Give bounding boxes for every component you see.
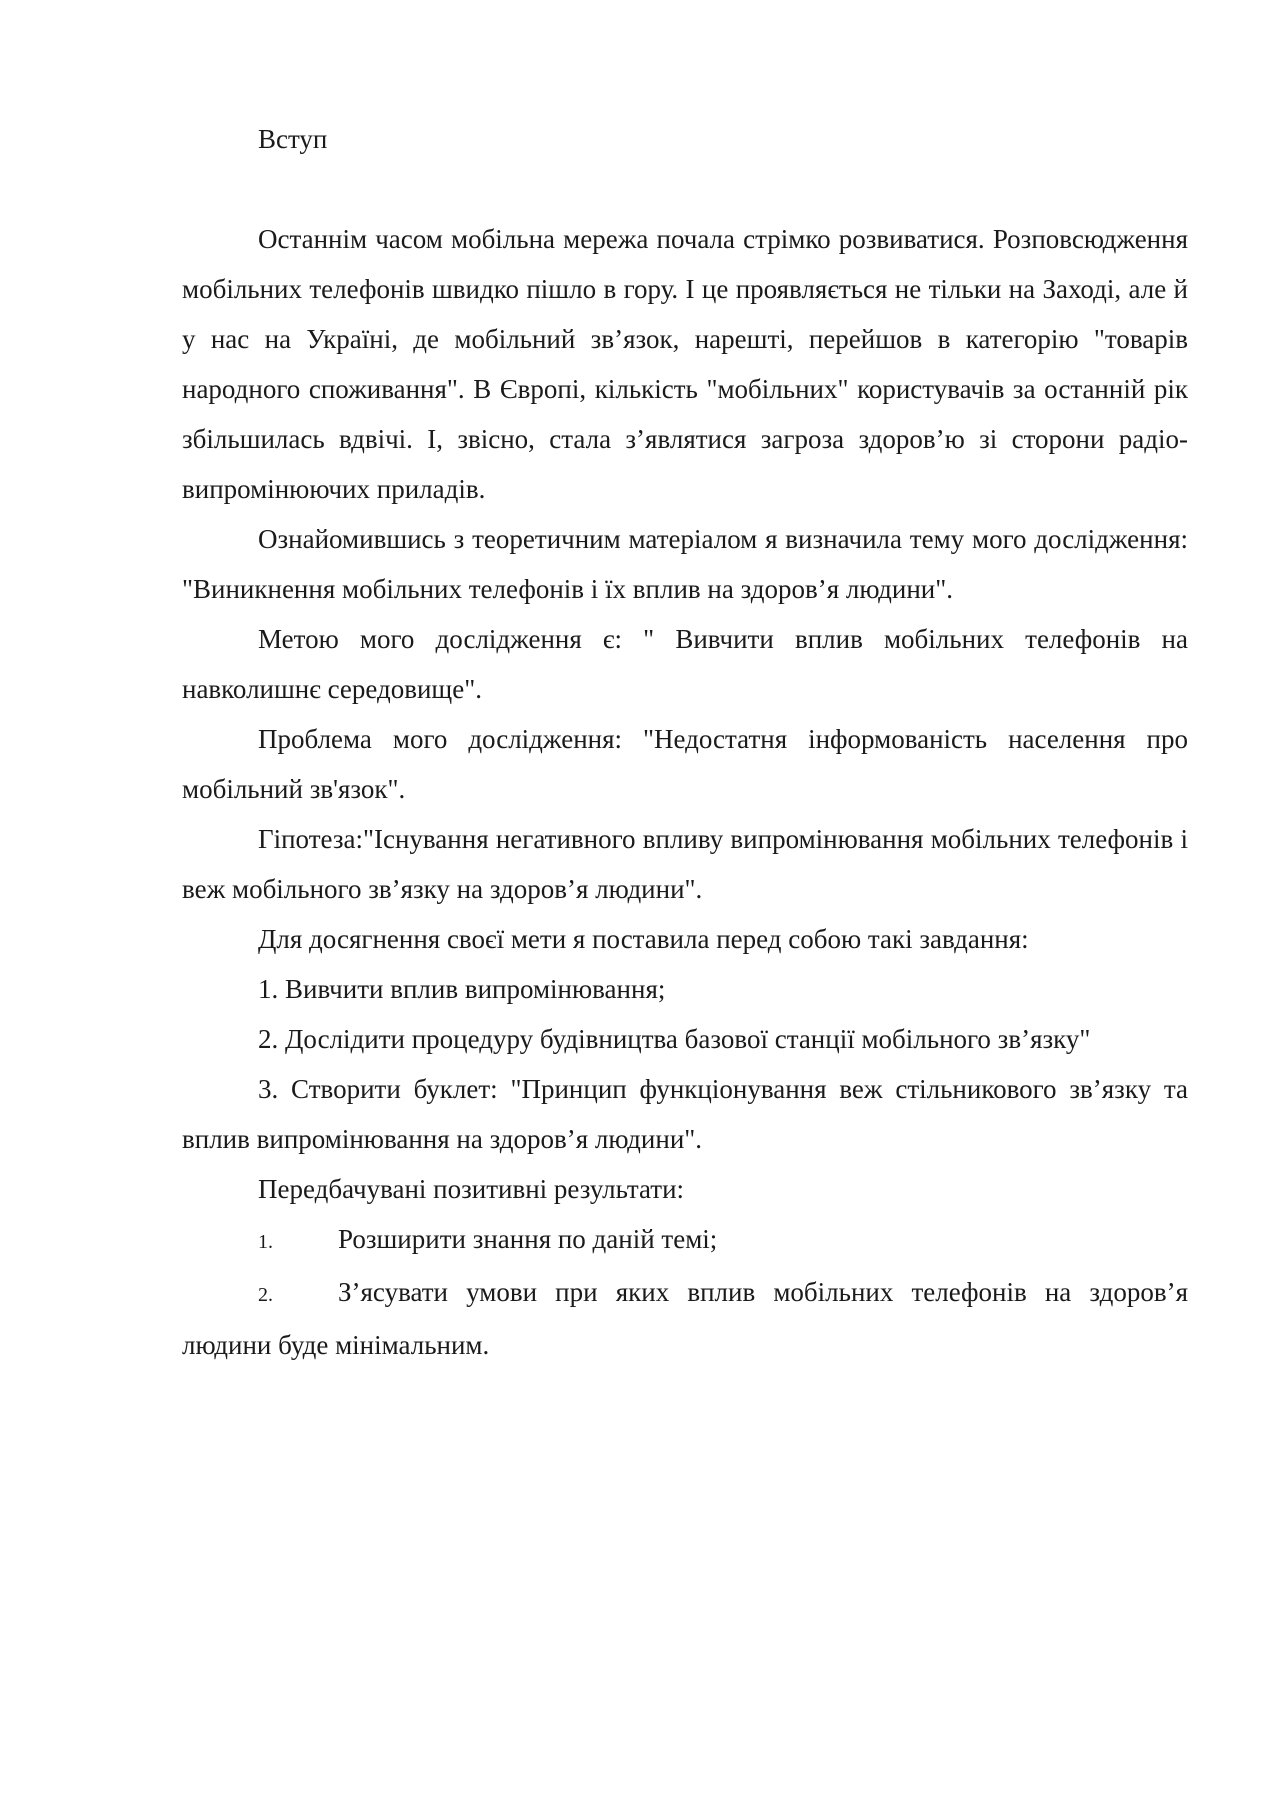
- task-item-1: 1. Вивчити вплив випромінювання;: [258, 974, 666, 1004]
- paragraph-tasks-intro: Для досягнення своєї мети я поставила перед собою такі завдання:: [258, 924, 1029, 954]
- result-item-1: [182, 1214, 1188, 1267]
- result-text: З’ясувати умови при яких вплив мобільних телефонів на здоров’я людини буде мінімальним.: [182, 1277, 1188, 1360]
- document-body: [182, 114, 1188, 1370]
- result-item-2: [182, 1267, 1188, 1370]
- paragraph-topic: Ознайомившись з теоретичним матеріалом я визначила тему мого дослідження: "Виникнення мобільних телефонів і їх вплив на здоров’я людини".: [182, 524, 1188, 604]
- paragraph-hypothesis: Гіпотеза:"Існування негативного впливу випромінювання мобільних телефонів і веж мобільного зв’язку на здоров’я людини".: [182, 824, 1188, 904]
- paragraph-intro: Останнім часом мобільна мережа почала стрімко розвиватися. Розповсюдження мобільних телефонів швидко пішло в гору. І це проявляється не тільки на Заході, але й у нас на Україні, де мобільний зв’язок, нарешті, перейшов в категорію "товарів народного споживання". В Європі, кількість "мобільних" користувачів за останній рік збільшилась вдвічі. І, звісно, стала з’являтися загроза здоров’ю зі сторони радіо- випромінюючих приладів.: [182, 224, 1188, 504]
- result-text: Розширити знання по даній темі;: [338, 1224, 718, 1254]
- results-intro: Передбачувані позитивні результати:: [258, 1174, 685, 1204]
- result-number: 1.: [258, 1231, 273, 1253]
- blank-line: [182, 164, 1188, 214]
- paragraph-problem: Проблема мого дослідження: "Недостатня інформованість населення про мобільний зв'язок".: [182, 724, 1188, 804]
- paragraph-goal: Метою мого дослідження є: " Вивчити вплив мобільних телефонів на навколишнє середовище".: [182, 624, 1188, 704]
- task-item-2: 2. Дослідити процедуру будівництва базової станції мобільного зв’язку": [258, 1024, 1091, 1054]
- document-title: Вступ: [258, 124, 328, 154]
- result-number: 2.: [258, 1284, 273, 1306]
- task-item-3: 3. Створити буклет: "Принцип функціонування веж стільникового зв’язку та вплив випромінювання на здоров’я людини".: [182, 1074, 1188, 1154]
